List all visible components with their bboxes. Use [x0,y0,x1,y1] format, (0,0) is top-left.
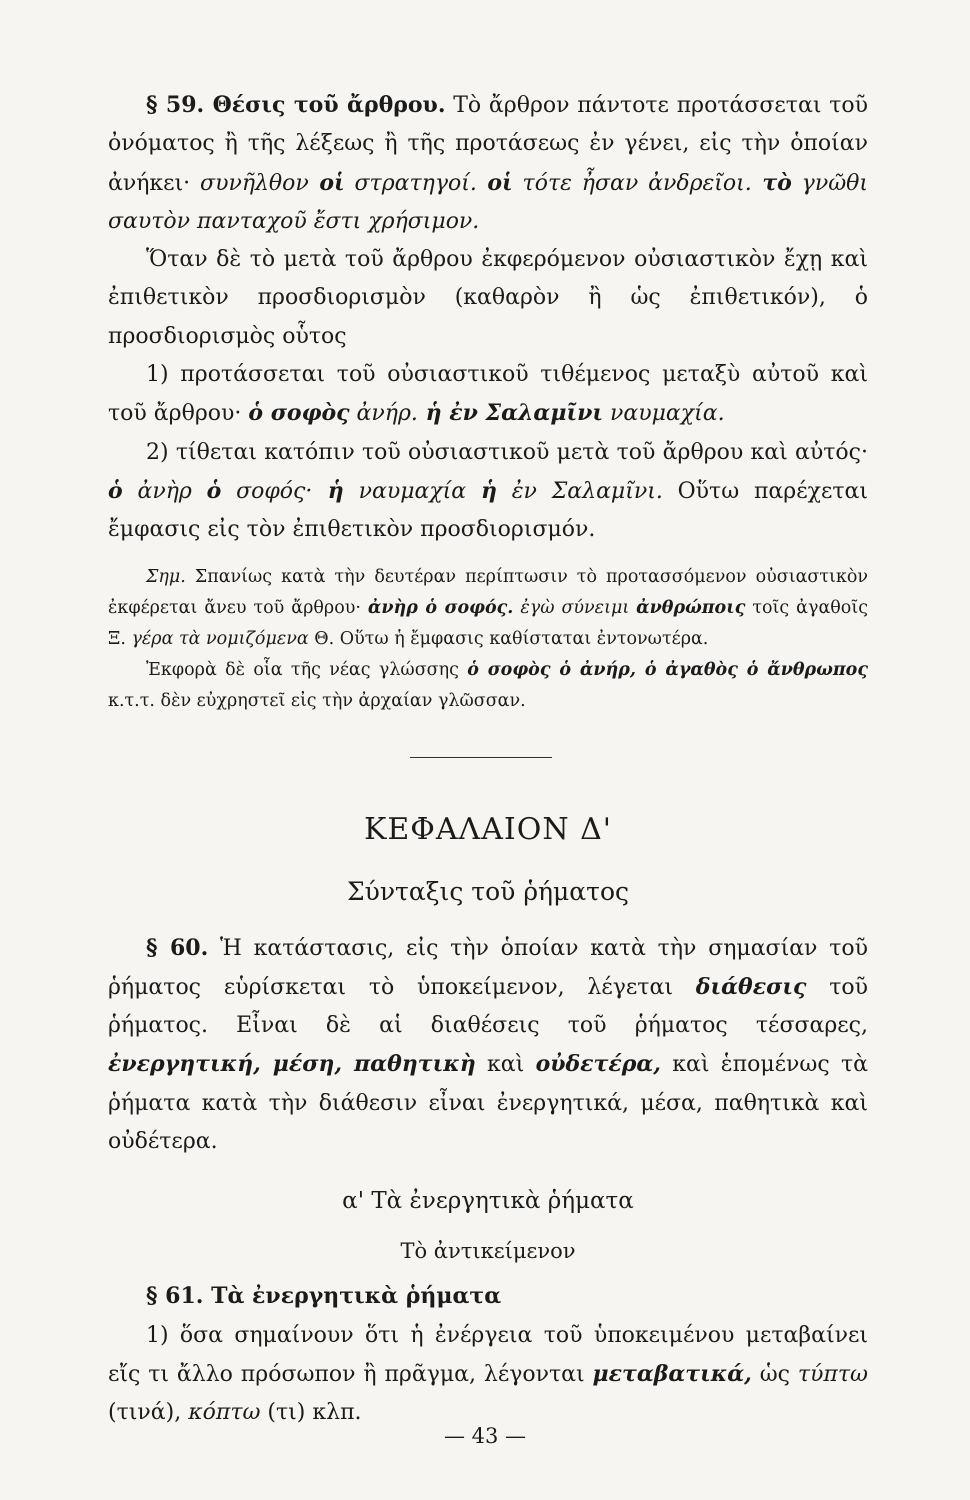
chapter-heading: Σύνταξις τοῦ ῥήματος [346,876,630,906]
subheading-active-verbs: α' Τὰ ἐνεργητικὰ ῥήματα [342,1188,634,1215]
section-59-rule-1: 1) προτάσσεται τοῦ οὐσιαστικοῦ τιθέμενος μεταξὺ αὐτοῦ καὶ τοῦ ἄρθρου· ὁ σοφὸς ἀνήρ. ἡ ἐν Σαλαμῖνι ναυμαχία. [108,362,868,427]
section-61-heading: § 61. Τὰ ἐνεργητικὰ ῥήματα [146,1283,502,1310]
section-59-paragraph: § 59. Θέσις τοῦ ἄρθρου. Τὸ ἄρθρον πάντοτε προτάσσεται τοῦ ὀνόματος ἢ τῆς λέξεως ἢ τῆς προτάσεως ἐν γένει, εἰς τὴν ὁποίαν ἀνήκει· συνῆλθον οἱ στρατηγοί. οἱ τότε ἦσαν ἀνδρεῖοι. τὸ γνῶθι σαυτὸν πανταχοῦ ἔστι χρήσιμον. [108,92,869,234]
section-59-adjective-paragraph: Ὅταν δὲ τὸ μετὰ τοῦ ἄρθρου ἐκφερόμενον οὐσιαστικὸν ἔχῃ καὶ ἐπιθετικὸν προσδιορισμὸν (καθαρὸν ἢ ὡς ἐπιθετικόν), ὁ προσδιορισμὸς οὗτος [108,247,868,349]
section-59-note-2: Ἐκφορὰ δὲ οἷα τῆς νέας γλώσσης ὁ σοφὸς ὁ ἀνήρ, ὁ ἀγαθὸς ὁ ἄνθρωπος κ.τ.τ. δὲν εὐχρηστεῖ εἰς τὴν ἀρχαίαν γλῶσσαν. [108,659,868,711]
page-text [108,86,868,1433]
section-59-note: Σημ. Σπανίως κατὰ τὴν δευτέραν περίπτωσιν τὸ προτασσόμενον οὐσιαστικὸν ἐκφέρεται ἄνευ τοῦ ἄρθρου· ἀνὴρ ὁ σοφός. ἐγὼ σύνειμι ἀνθρώποις τοῖς ἀγαθοῖς Ξ. γέρα τὰ νομιζόμενα Θ. Οὕτω ἡ ἔμφασις καθίσταται ἐντονωτέρα. [108,566,868,649]
page-number: — 43 — [443,1424,527,1448]
section-59-rule-2: 2) τίθεται κατόπιν τοῦ οὐσιαστικοῦ μετὰ τοῦ ἄρθρου καὶ αὐτός· ὁ ἀνὴρ ὁ σοφός· ἡ ναυμαχία ἡ ἐν Σαλαμῖνι. Οὕτω παρέχεται ἔμφασις εἰς τὸν ἐπιθετικὸν προσδιορισμόν. [108,439,868,543]
subheading-object: Τὸ ἀντικείμενον [400,1239,576,1264]
section-61-paragraph: 1) ὅσα σημαίνουν ὅτι ἡ ἐνέργεια τοῦ ὑποκειμένου μεταβαίνει εἴς τι ἄλλο πρόσωπον ἢ πρᾶγμα, λέγονται μεταβατικά, ὡς τύπτω (τινά), κόπτω (τι) κλπ. [108,1322,868,1426]
section-60-paragraph: § 60. Ἡ κατάστασις, εἰς τὴν ὁποίαν κατὰ τὴν σημασίαν τοῦ ῥήματος εὑρίσκεται τὸ ὑποκείμενον, λέγεται διάθεσις τοῦ ῥήματος. Εἶναι δὲ αἱ διαθέσεις τοῦ ῥήματος τέσσαρες, ἐνεργητική, μέση, παθητικὴ καὶ οὐδετέρα, καὶ ἑπομένως τὰ ῥήματα κατὰ τὴν διάθεσιν εἶναι ἐνεργητικά, μέσα, παθητικὰ καὶ οὐδέτερα. [108,934,868,1155]
section-60-heading: § 60. [146,934,209,961]
section-59-heading: § 59. Θέσις τοῦ ἄρθρου. [146,92,446,118]
divider [410,757,552,758]
divider-wrap [108,717,868,775]
chapter-title: ΚΕΦΑΛΑΙΟΝ Δ' [363,811,613,847]
